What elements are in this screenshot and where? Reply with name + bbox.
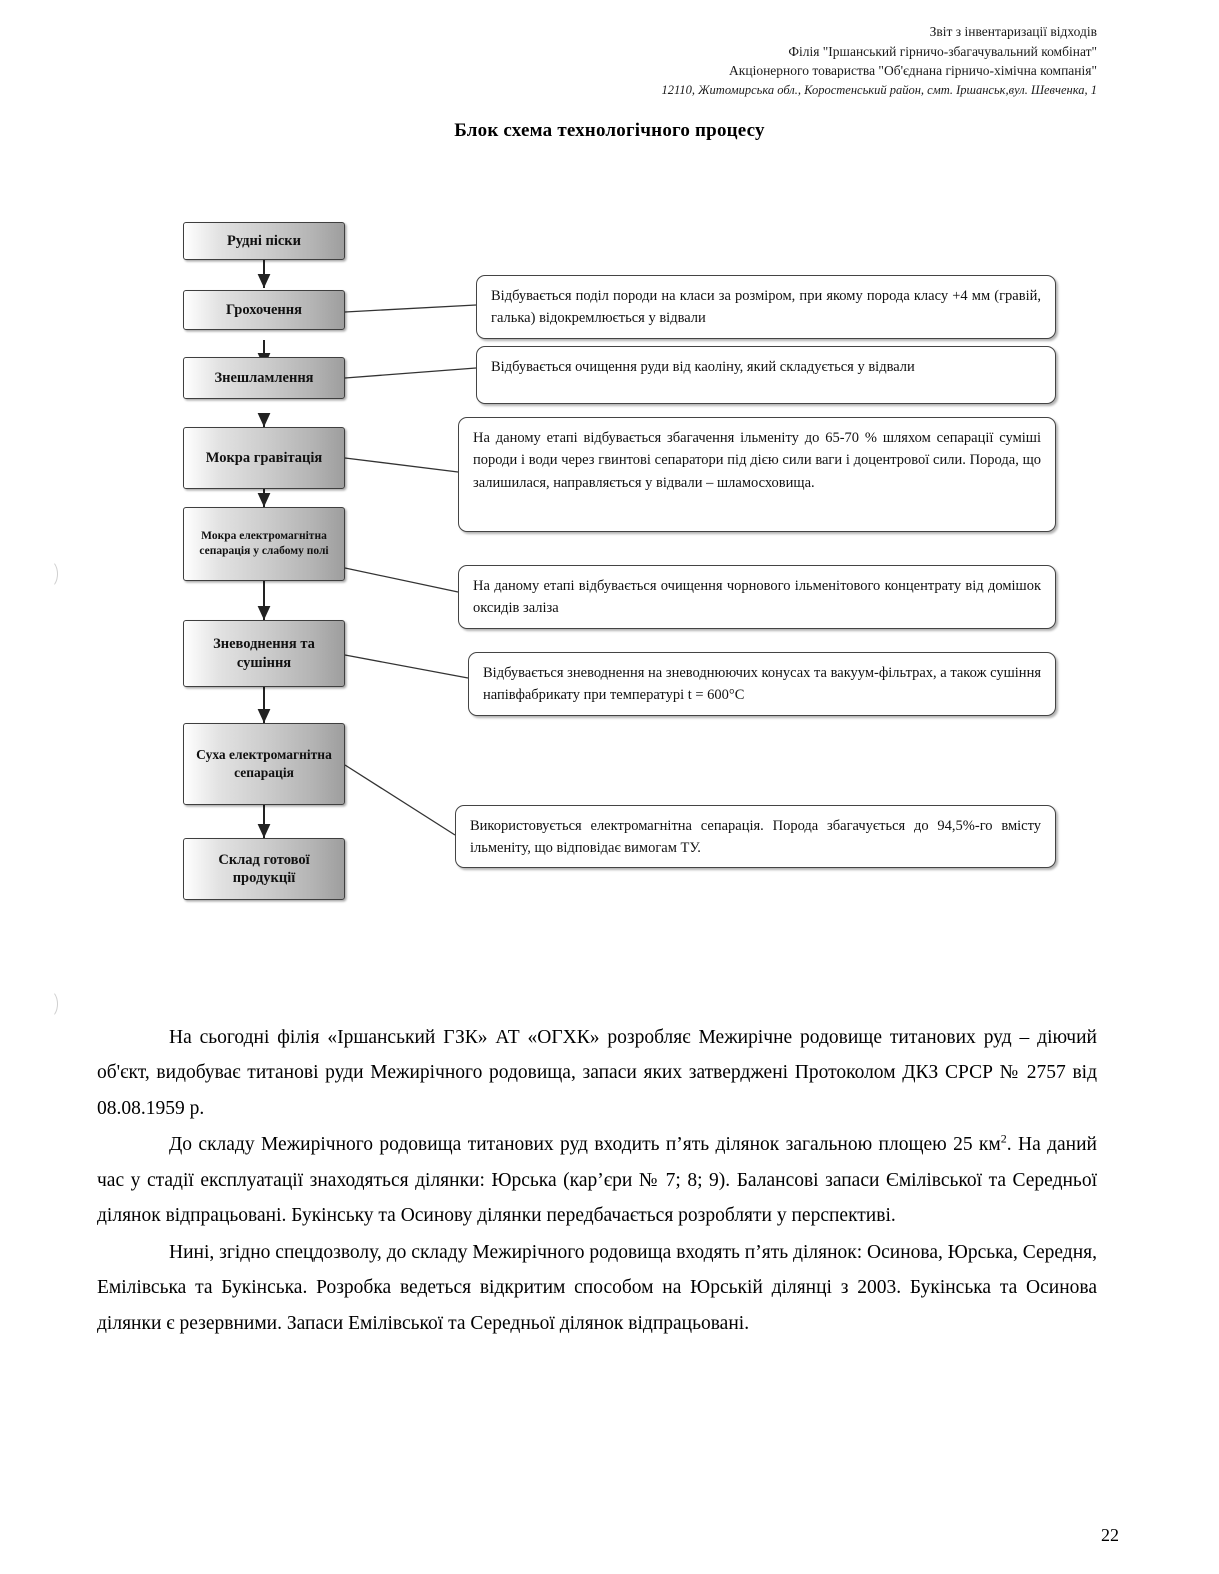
- flow-node-sukha-elektromahnitna-separatsiia[interactable]: [183, 723, 345, 805]
- header-line-1: Звіт з інвентаризації відходів: [929, 24, 1097, 39]
- callout-text: Відбувається поділ породи на класи за розміром, при якому порода класу +4 мм (гравій, галька) відокремлюється у відвали: [491, 288, 1041, 327]
- flow-node-label: Зневоднення та сушіння: [213, 636, 315, 671]
- callout-text: Відбувається очищення руди від каоліну, який складується у відвали: [491, 359, 915, 375]
- paragraph-2-part2: . На даний час у стадії експлуатації знаходяться ділянки: Юрська (кар’єри № 7; 8; 9). Балансові запаси Ємілівської та Середньої ділянок відпрацьовані. Букінську та Осинову ділянки передбачається розробляти у перспективі.: [97, 1134, 1097, 1227]
- flow-node-mokra-elektromahnitna-separatsiia[interactable]: [183, 507, 345, 581]
- paragraph-1: На сьогодні філія «Іршанський ГЗК» АТ «ОГХК» розробляє Межирічне родовище титанових руд – діючий об'єкт, видобуває титанові руди Межирічного родовища, запаси яких затверджені Протоколом ДКЗ СРСР № 2757 від 08.08.1959 р.: [97, 1027, 1097, 1119]
- callout-text: Використовується електромагнітна сепарація. Порода збагачується до 94,5%-го вмісту ільменіту, що відповідає вимогам ТУ.: [470, 818, 1041, 857]
- callout-text: Відбувається зневоднення на зневоднюючих конусах та вакуум-фільтрах, а також сушіння напівфабрикату при температурі t = 600°С: [483, 665, 1041, 704]
- flow-node-mokra-hravitatsiia[interactable]: [183, 427, 345, 489]
- callout-zneshlamlennia: [476, 346, 1056, 404]
- scan-artifact: [40, 990, 58, 1018]
- process-flowchart: [0, 200, 1219, 940]
- callout-mokra-hravitatsiia: [458, 417, 1056, 532]
- flow-node-rudni-pisky[interactable]: [183, 222, 345, 260]
- flow-node-label: Мокра гравітація: [205, 449, 323, 466]
- paragraph-2: [97, 1127, 1097, 1233]
- flow-node-sklad-hotovoi-produktsii[interactable]: [183, 838, 345, 900]
- flow-node-label: Склад готової продукції: [218, 851, 310, 886]
- paragraph-3: Нині, згідно спецдозволу, до складу Межирічного родовища входять п’ять ділянок: Осинова, Юрська, Середня, Емілівська та Букінська. Розробка ведеться відкритим способом на Юрській ділянці з 2003. Букінська та Осинова ділянки є резервними. Запаси Емілівської та Середньої ділянок відпрацьовані.: [97, 1241, 1097, 1334]
- header-line-3: Акціонерного товариства "Об'єднана гірничо-хімічна компанія": [729, 63, 1097, 79]
- flow-node-label: Рудні піски: [226, 232, 302, 249]
- paragraph-2-superscript: 2: [1000, 1131, 1007, 1146]
- callout-mokra-separatsiia: [458, 565, 1056, 629]
- flow-node-label: Грохочення: [225, 301, 302, 318]
- callout-sukha-separatsiia: [455, 805, 1056, 868]
- flow-node-label: Суха електромагнітна сепарація: [196, 747, 332, 780]
- document-header: [662, 22, 1097, 99]
- scan-artifact: [40, 560, 58, 588]
- header-address: 12110, Житомирська обл., Коростенський район, смт. Іршанськ,вул. Шевченка, 1: [661, 82, 1097, 97]
- header-line-2: Філія "Іршанський гірничо-збагачувальний комбінат": [788, 43, 1097, 59]
- callout-znevodnennia: [468, 652, 1056, 716]
- callout-text: На даному етапі відбувається збагачення ільменіту до 65-70 % шляхом сепарації суміші породи і води через гвинтові сепаратори під дією сили ваги і доцентрової сили. Порода, що залишилася, направляється у відвали – шламосховища.: [473, 430, 1041, 491]
- flow-node-zneshlamlennia[interactable]: [183, 357, 345, 399]
- flow-node-hrohochennia[interactable]: [183, 290, 345, 330]
- body-text: [97, 1020, 1097, 1342]
- flow-node-label: Знешламлення: [214, 369, 314, 386]
- page-number: 22: [1101, 1525, 1119, 1545]
- callout-hrohochennia: [476, 275, 1056, 339]
- flow-node-label: Мокра електромагнітна сепарація у слабому полі: [199, 530, 329, 557]
- paragraph-2-part1: До складу Межирічного родовища титанових руд входить п’ять ділянок загальною площею 25 км: [169, 1134, 1001, 1156]
- callout-text: На даному етапі відбувається очищення чорнового ільменітового концентрату від домішок оксидів заліза: [473, 578, 1041, 617]
- page-title: Блок схема технологічного процесу: [454, 120, 765, 141]
- flow-node-znevodnennia-ta-sushinnia[interactable]: [183, 620, 345, 687]
